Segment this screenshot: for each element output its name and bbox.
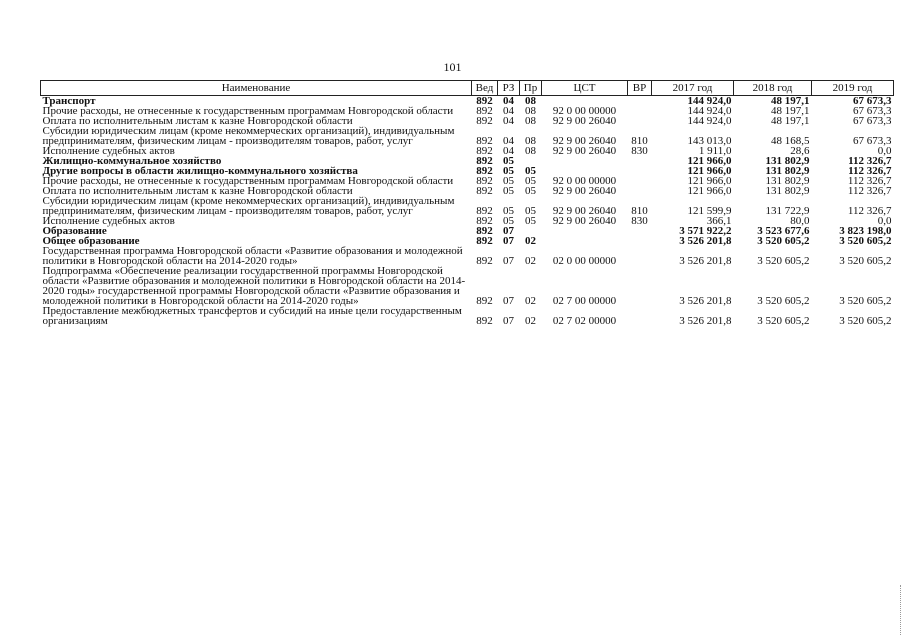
- row-2018: 48 168,5: [771, 135, 810, 147]
- row-2019: 67 673,3: [853, 95, 892, 107]
- row-name: Оплата по исполнительным листам к казне Новгородской области: [42, 115, 353, 127]
- row-pr: 05: [525, 185, 536, 197]
- row-ved: 892: [476, 315, 493, 327]
- row-2018: 3 520 605,2: [757, 235, 810, 247]
- row-vr: [628, 306, 652, 326]
- row-pr: 05: [525, 215, 536, 227]
- row-2019: 112 326,7: [847, 185, 892, 197]
- row-ved: 892: [476, 145, 493, 157]
- row-name: Другие вопросы в области жилищно-коммунального хозяйства: [42, 165, 358, 177]
- row-cst: 92 9 00 26040: [552, 215, 617, 227]
- row-rz: 05: [503, 185, 514, 197]
- row-name: Субсидии юридическим лицам (кроме некоммерческих организаций), индивидуальным предпринимателям, физическим лицам - производителям товаров, работ, услуг: [42, 195, 455, 217]
- row-cst: [542, 156, 628, 166]
- row-name: Общее образование: [42, 235, 140, 247]
- row-2018: 3 523 677,6: [757, 225, 810, 237]
- row-cst: 02 7 00 00000: [552, 295, 617, 307]
- row-cst: 02 7 02 00000: [552, 315, 617, 327]
- row-name: Исполнение судебных актов: [42, 215, 175, 227]
- budget-table: [40, 80, 894, 326]
- row-ved: 892: [476, 185, 493, 197]
- row-2019: 0,0: [877, 215, 892, 227]
- row-cst: 92 9 00 26040: [552, 115, 617, 127]
- row-vr: 830: [631, 145, 648, 157]
- row-2019: 67 673,3: [853, 105, 892, 117]
- row-2019: 3 520 605,2: [839, 255, 892, 267]
- row-rz: 04: [503, 115, 514, 127]
- row-rz: 07: [503, 295, 514, 307]
- row-rz: 07: [503, 315, 514, 327]
- row-2018: 48 197,1: [771, 105, 810, 117]
- row-vr: [628, 156, 652, 166]
- table-row: [41, 196, 894, 216]
- row-cst: 92 9 00 26040: [552, 135, 617, 147]
- row-2017: 144 924,0: [687, 95, 732, 107]
- row-vr: [628, 176, 652, 186]
- table-row: [41, 246, 894, 266]
- row-cst: 92 0 00 00000: [552, 105, 617, 117]
- row-2017: 121 966,0: [687, 155, 732, 167]
- row-rz: 07: [503, 255, 514, 267]
- row-2019: 112 326,7: [848, 165, 892, 177]
- row-ved: 892: [476, 295, 493, 307]
- row-2019: 112 326,7: [848, 155, 892, 167]
- row-ved: 892: [476, 205, 493, 217]
- row-2018: 131 802,9: [765, 155, 810, 167]
- row-vr: 810: [631, 135, 648, 147]
- row-2019: 67 673,3: [853, 135, 892, 147]
- row-name: Прочие расходы, не отнесенные к государственным программам Новгородской области: [42, 105, 454, 117]
- header-vr: ВР: [628, 81, 652, 96]
- row-2019: 3 823 198,0: [839, 225, 892, 237]
- row-2017: 1 911,0: [698, 145, 732, 157]
- row-2017: 121 599,9: [687, 205, 732, 217]
- row-rz: 07: [503, 235, 514, 247]
- row-pr: 08: [525, 115, 536, 127]
- row-pr: 05: [525, 165, 536, 177]
- page-number: 101: [443, 60, 462, 74]
- row-2017: 3 526 201,8: [679, 235, 732, 247]
- row-rz: 07: [503, 225, 514, 237]
- header-name: Наименование: [41, 81, 472, 96]
- row-ved: 892: [476, 135, 493, 147]
- row-ved: 892: [476, 235, 493, 247]
- row-rz: 05: [503, 165, 514, 177]
- row-2017: 3 526 201,8: [679, 295, 732, 307]
- row-2018: 131 802,9: [765, 185, 810, 197]
- row-name: Субсидии юридическим лицам (кроме некоммерческих организаций), индивидуальным предпринимателям, физическим лицам - производителям товаров, работ, услуг: [42, 125, 455, 147]
- row-cst: [542, 226, 628, 236]
- row-pr: 05: [525, 205, 536, 217]
- header-rz: РЗ: [498, 81, 520, 96]
- row-vr: [628, 236, 652, 246]
- row-pr: 08: [525, 135, 536, 147]
- row-2019: 0,0: [877, 145, 892, 157]
- row-ved: 892: [476, 115, 493, 127]
- row-2018: 48 197,1: [771, 95, 810, 107]
- row-rz: 05: [503, 205, 514, 217]
- header-2018: 2018 год: [734, 81, 812, 96]
- row-vr: [628, 116, 652, 126]
- row-2018: 48 197,1: [771, 115, 810, 127]
- row-2018: 131 722,9: [765, 205, 810, 217]
- row-2017: 144 924,0: [687, 115, 732, 127]
- row-ved: 892: [476, 175, 493, 187]
- row-rz: 05: [503, 175, 514, 187]
- row-2018: 3 520 605,2: [757, 295, 810, 307]
- row-ved: 892: [476, 215, 493, 227]
- table-row: [41, 266, 894, 306]
- row-ved: 892: [476, 105, 493, 117]
- table-row: [41, 306, 894, 326]
- row-name: Образование: [42, 225, 107, 237]
- row-pr: 08: [525, 105, 536, 117]
- row-pr: 08: [525, 95, 536, 107]
- row-2017: 121 966,0: [687, 165, 732, 177]
- header-2019: 2019 год: [812, 81, 894, 96]
- row-2017: 143 013,0: [687, 135, 732, 147]
- row-name: Государственная программа Новгородской области «Развитие образования и молодежной политики в Новгородской области на 2014-2020 годы»: [42, 245, 463, 267]
- row-pr: 02: [525, 295, 536, 307]
- row-name: Предоставление межбюджетных трансфертов и субсидий на иные цели государственным организациям: [42, 305, 462, 327]
- row-2017: 3 526 201,8: [679, 315, 732, 327]
- row-2017: 121 966,0: [687, 185, 732, 197]
- row-rz: 04: [503, 105, 514, 117]
- row-pr: 05: [525, 175, 536, 187]
- row-pr: 08: [525, 145, 536, 157]
- row-2019: 67 673,3: [853, 115, 892, 127]
- row-name: Прочие расходы, не отнесенные к государственным программам Новгородской области: [42, 175, 454, 187]
- header-ved: Вед: [472, 81, 498, 96]
- row-cst: 02 0 00 00000: [552, 255, 617, 267]
- row-2019: 3 520 605,2: [839, 295, 892, 307]
- row-2018: 3 520 605,2: [757, 255, 810, 267]
- row-2019: 112 326,7: [847, 175, 892, 187]
- row-vr: [628, 246, 652, 266]
- row-cst: 92 9 00 26040: [552, 205, 617, 217]
- header-2017: 2017 год: [652, 81, 734, 96]
- row-cst: 92 9 00 26040: [552, 185, 617, 197]
- row-2018: 131 802,9: [765, 175, 810, 187]
- row-name: Исполнение судебных актов: [42, 145, 175, 157]
- row-cst: [542, 236, 628, 246]
- row-rz: 04: [503, 135, 514, 147]
- row-cst: 92 9 00 26040: [552, 145, 617, 157]
- row-pr: 02: [525, 235, 536, 247]
- row-vr: [628, 266, 652, 306]
- scan-margin-marks: [900, 585, 903, 635]
- row-2018: 80,0: [790, 215, 810, 227]
- row-vr: 810: [631, 205, 648, 217]
- header-pr: Пр: [520, 81, 542, 96]
- row-2018: 28,6: [790, 145, 810, 157]
- row-ved: 892: [476, 255, 493, 267]
- row-name: Оплата по исполнительным листам к казне Новгородской области: [42, 185, 353, 197]
- row-rz: 04: [503, 145, 514, 157]
- row-ved: 892: [476, 95, 493, 107]
- row-name: Подпрограмма «Обеспечение реализации государственной программы Новгородской области «Развитие образования и молодежной политики в Новгородской области на 2014-2020 годы» государственной программы Новгородской области «Развитие образования и молодежной политики в Новгородской области на 2014-2020 годы»: [42, 265, 466, 307]
- row-2017: 3 526 201,8: [679, 255, 732, 267]
- row-2019: 112 326,7: [847, 205, 892, 217]
- row-2017: 3 571 922,2: [679, 225, 732, 237]
- header-row: [41, 81, 894, 96]
- row-vr: [628, 226, 652, 236]
- row-2017: 121 966,0: [687, 175, 732, 187]
- row-pr: 02: [525, 255, 536, 267]
- row-rz: 05: [503, 155, 514, 167]
- row-pr: 02: [525, 315, 536, 327]
- row-2017: 144 924,0: [687, 105, 732, 117]
- row-cst: 92 0 00 00000: [552, 175, 617, 187]
- row-vr: [628, 106, 652, 116]
- table-row: [41, 126, 894, 146]
- row-rz: 05: [503, 215, 514, 227]
- row-2017: 366,1: [706, 215, 732, 227]
- row-2019: 3 520 605,2: [839, 315, 892, 327]
- row-2019: 3 520 605,2: [839, 235, 892, 247]
- row-vr: [628, 96, 652, 107]
- row-rz: 04: [503, 95, 514, 107]
- row-ved: 892: [476, 155, 493, 167]
- header-cst: ЦСТ: [542, 81, 628, 96]
- row-vr: [628, 166, 652, 176]
- row-ved: 892: [476, 225, 493, 237]
- row-name: Жилищно-коммунальное хозяйство: [42, 155, 222, 167]
- row-2018: 3 520 605,2: [757, 315, 810, 327]
- row-name: Транспорт: [42, 95, 96, 107]
- row-vr: [628, 186, 652, 196]
- row-2018: 131 802,9: [765, 165, 810, 177]
- row-ved: 892: [476, 165, 493, 177]
- row-vr: 830: [631, 215, 648, 227]
